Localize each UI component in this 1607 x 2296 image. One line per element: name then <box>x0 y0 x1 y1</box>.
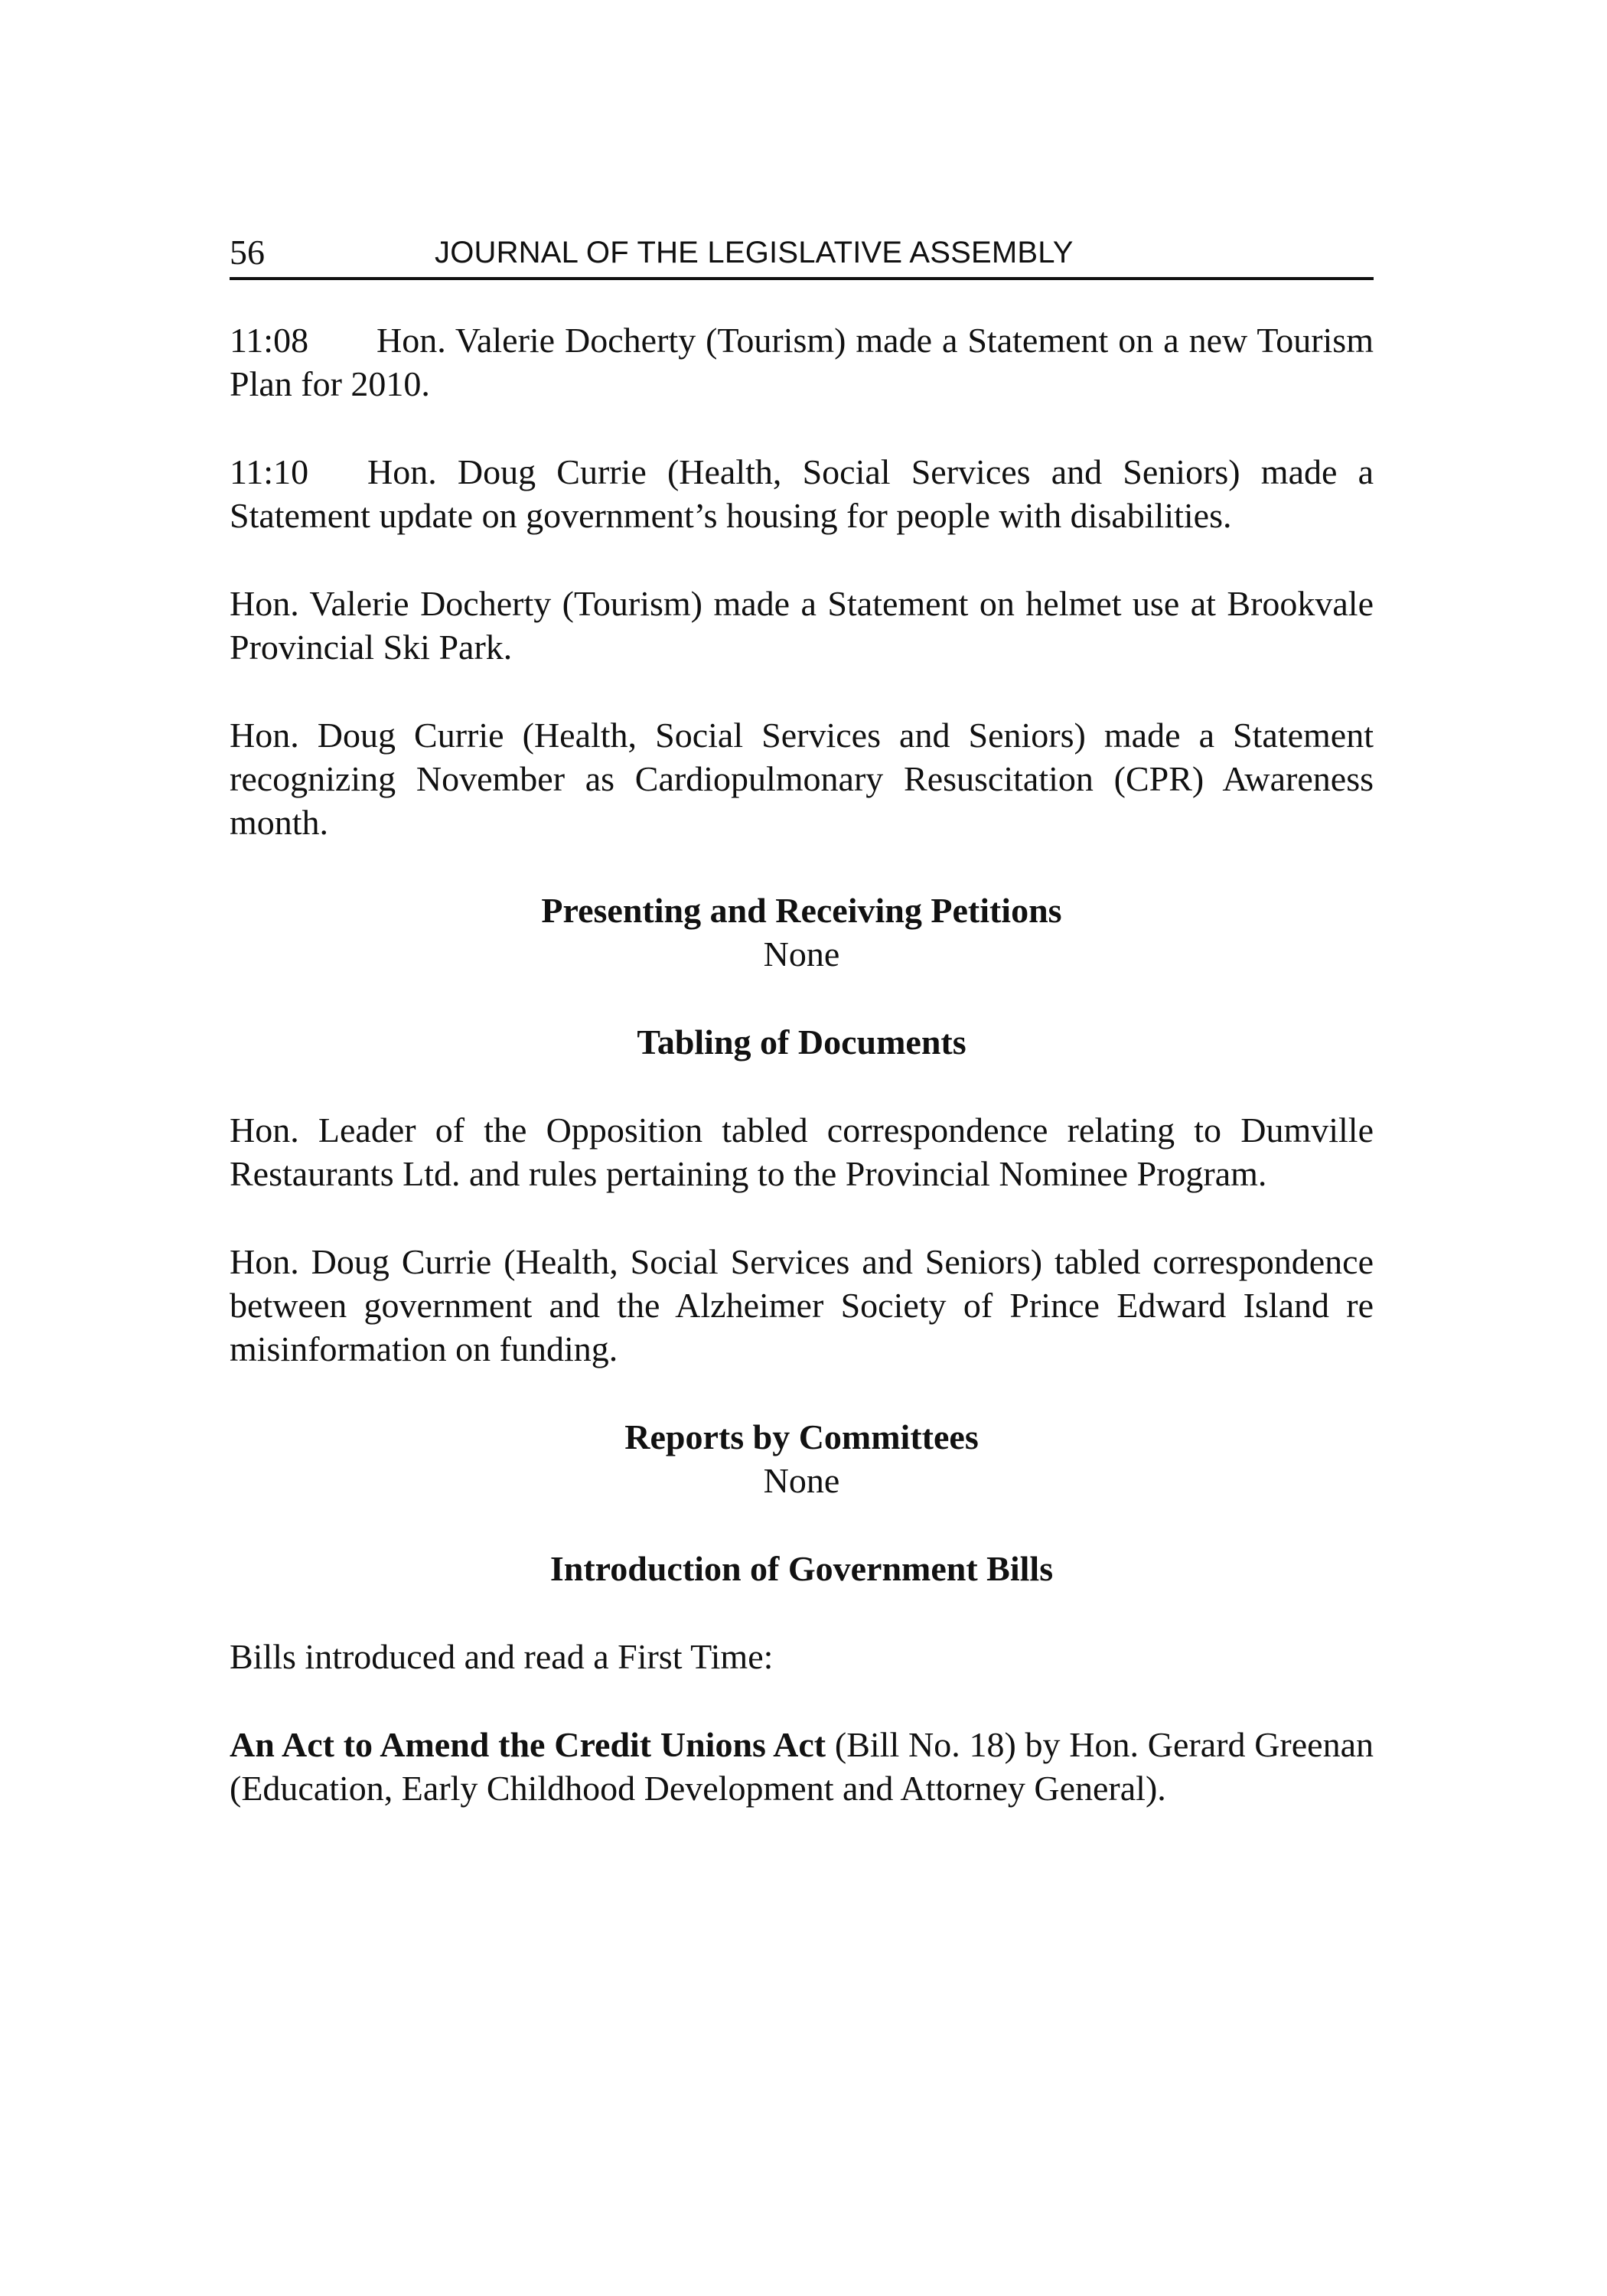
journal-page <box>230 0 1374 2296</box>
statement-entry: Hon. Doug Currie (Health, Social Services and Seniors) made a Statement recognizing November as Cardiopulmonary Resuscitation (CPR) Awareness month. <box>230 716 1374 842</box>
petitions-section <box>230 889 1374 976</box>
journal-title: JOURNAL OF THE LEGISLATIVE ASSEMBLY <box>435 236 1074 269</box>
running-head <box>230 228 1374 280</box>
section-heading: Introduction of Government Bills <box>549 1549 1054 1588</box>
statement-text: Hon. Doug Currie (Health, Social Services and Seniors) made a Statement update on government’s housing for people with disabilities. <box>230 452 1374 535</box>
committees-section <box>230 1415 1374 1502</box>
government-bills-section <box>230 1547 1374 1590</box>
statement-time: 11:10 <box>230 452 309 491</box>
journal-body <box>230 318 1374 1854</box>
page-number: 56 <box>230 233 265 272</box>
statement-entry: Hon. Valerie Docherty (Tourism) made a Statement on helmet use at Brookvale Provincial Ski Park. <box>230 584 1374 667</box>
statement-time: 11:08 <box>230 321 309 360</box>
section-heading: Presenting and Receiving Petitions <box>541 891 1062 930</box>
tabling-section <box>230 1020 1374 1064</box>
section-note: None <box>763 1461 840 1500</box>
tabled-document-entry: Hon. Doug Currie (Health, Social Services and Seniors) tabled correspondence between government and the Alzheimer Society of Prince Edward Island re misinformation on funding. <box>230 1242 1374 1368</box>
statement-text: Hon. Valerie Docherty (Tourism) made a Statement on a new Tourism Plan for 2010. <box>230 321 1374 403</box>
bill-title: An Act to Amend the Credit Unions Act <box>230 1725 826 1764</box>
statement-entry <box>230 318 1374 406</box>
section-heading: Reports by Committees <box>624 1417 979 1456</box>
statement-entry <box>230 450 1374 537</box>
section-heading: Tabling of Documents <box>637 1022 966 1062</box>
bill-detail: (Bill No. 18) by Hon. Gerard Greenan (Education, Early Childhood Development and Attorney General). <box>230 1725 1374 1808</box>
bill-entry <box>230 1723 1374 1810</box>
tabled-document-entry: Hon. Leader of the Opposition tabled correspondence relating to Dumville Restaurants Ltd. and rules pertaining to the Provincial Nominee Program. <box>230 1110 1374 1193</box>
section-note: None <box>763 934 840 974</box>
bills-intro: Bills introduced and read a First Time: <box>230 1637 774 1676</box>
